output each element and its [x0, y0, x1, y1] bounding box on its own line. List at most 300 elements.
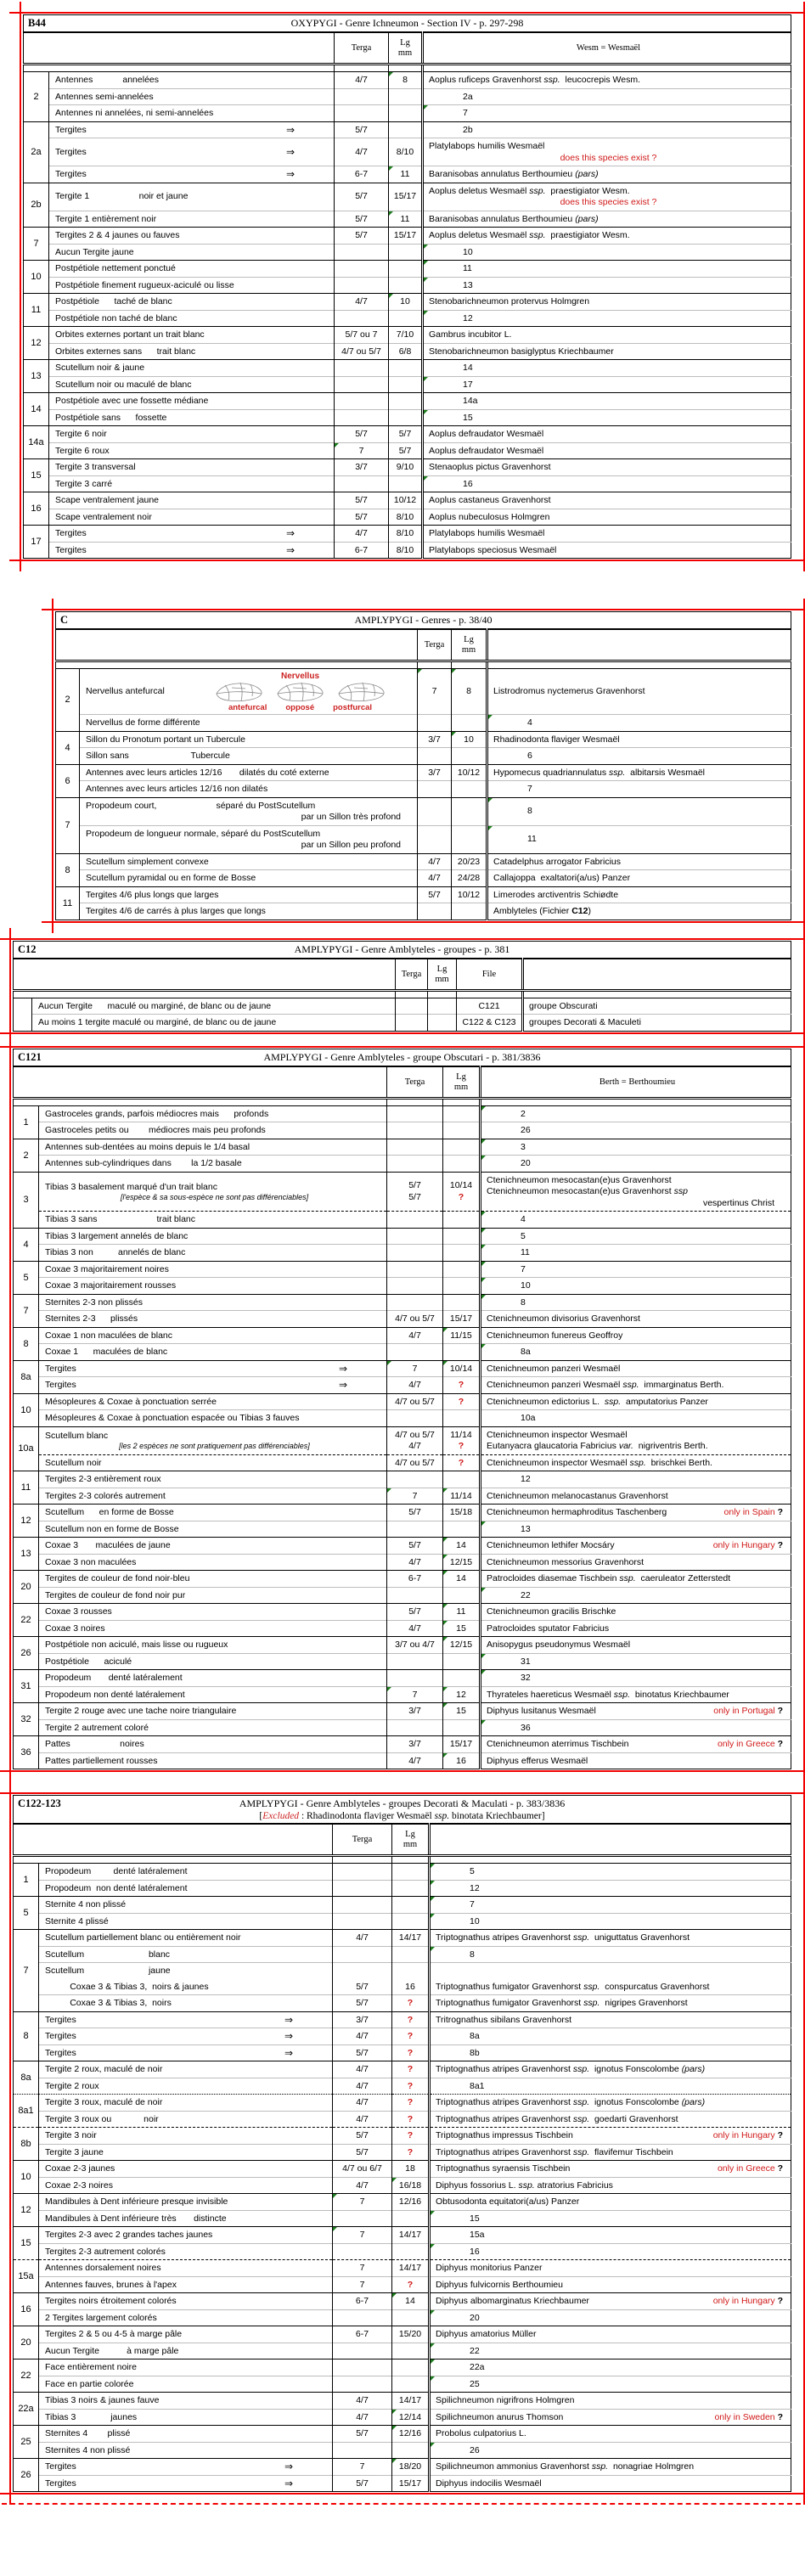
terga-cell — [396, 1015, 428, 1032]
criteria-text: Sternites 2-3 non plissés — [45, 1296, 143, 1308]
key-row — [24, 475, 791, 492]
result-cell: 11 — [481, 1245, 791, 1262]
lg-cell: 8/10 — [389, 526, 423, 543]
species-name: Aoplus castaneus Gravenhorst — [429, 495, 551, 505]
criteria-cell — [39, 2426, 333, 2443]
key-row — [56, 731, 791, 748]
result-cell — [430, 2459, 791, 2476]
spacer-row — [24, 65, 791, 72]
wing-label: opposé — [285, 703, 315, 712]
terga-cell — [418, 797, 452, 825]
criteria-cell — [39, 1228, 387, 1245]
table-code: C121 — [18, 1050, 42, 1063]
result-cell — [481, 1311, 791, 1328]
group-number: 36 — [14, 1736, 39, 1769]
species-name: Aoplus ruficeps Gravenhorst ssp. leucocrepis Wesm. — [429, 75, 641, 85]
criteria-cell — [80, 748, 418, 765]
criteria-text: Antennes semi-annelées — [55, 91, 154, 102]
col-header-lg: Lg mm — [428, 959, 457, 991]
key-row — [56, 764, 791, 781]
result-cell — [430, 2061, 791, 2078]
criteria-cell — [49, 228, 335, 245]
terga-cell: 5/7 — [333, 2426, 392, 2443]
group-number: 5 — [14, 1897, 39, 1930]
key-row — [14, 1521, 791, 1538]
species-name: Amblyteles (Fichier C12) — [493, 906, 591, 916]
result-cell — [423, 294, 791, 311]
criteria-cell — [39, 2128, 333, 2145]
group-number: 8 — [56, 853, 80, 886]
header-row — [14, 1066, 791, 1099]
criteria-cell — [39, 1930, 333, 1947]
criteria-text: Nervellus de forme différente — [86, 717, 200, 728]
criteria-text: Tergites — [55, 124, 87, 135]
key-row — [14, 1228, 791, 1245]
terga-cell — [387, 1410, 443, 1427]
criteria-text: Pattes partiellement rousses — [45, 1755, 158, 1766]
result-cell — [487, 903, 791, 920]
lg-cell: 8 — [452, 669, 487, 715]
criteria-text: Orbites externes portant un trait blanc — [55, 329, 205, 340]
terga-cell — [335, 105, 389, 122]
species-name: Diphyus fossorius L. ssp. atratorius Fabricius — [436, 2179, 613, 2191]
result-cell: 8 — [481, 1294, 791, 1311]
criteria-text: Scape ventralement jaune — [55, 495, 159, 505]
lg-cell: 10 — [452, 731, 487, 748]
criteria-text: Pattes noires — [45, 1739, 144, 1749]
key-row — [14, 1979, 791, 1995]
wing-label: antefurcal — [228, 703, 267, 712]
criteria-cell — [39, 1294, 387, 1311]
species-name: Baranisobas annulatus Berthoumieu (pars) — [429, 213, 599, 224]
key-row — [14, 2177, 791, 2194]
arrow-right-icon: ⇒ — [285, 123, 295, 136]
group-number: 15 — [24, 459, 49, 492]
key-row — [14, 1261, 791, 1278]
criteria-text: Coxae 3 majoritairement rousses — [45, 1280, 177, 1291]
result-cell: 22a — [430, 2359, 791, 2376]
result-cell — [430, 2177, 791, 2194]
lg-cell — [428, 1015, 457, 1032]
criteria-cell — [39, 2475, 333, 2492]
terga-cell — [335, 277, 389, 294]
page-break-line — [0, 1046, 805, 1048]
terga-cell: 5/7 — [335, 228, 389, 245]
result-cell — [430, 2194, 791, 2211]
criteria-text: Tergites — [55, 169, 87, 179]
criteria-text: Tergites — [45, 2478, 76, 2489]
group-number: 4 — [14, 1228, 39, 1261]
result-cell — [423, 228, 791, 245]
terga-cell: 7 — [335, 442, 389, 459]
lg-cell — [392, 2343, 430, 2359]
criteria-text: Tergites — [45, 2047, 76, 2058]
key-row — [14, 2309, 791, 2326]
result-cell: 12 — [481, 1471, 791, 1488]
criteria-cell — [49, 138, 335, 166]
group-number: 5 — [14, 1261, 39, 1294]
criteria-text: Antennes fauves, brunes à l'apex — [45, 2279, 177, 2290]
result-cell — [430, 2326, 791, 2343]
nervellus-figure — [186, 672, 414, 712]
terga-cell: 5/7 — [335, 426, 389, 443]
key-row — [14, 1344, 791, 1361]
terga-cell — [418, 748, 452, 765]
criteria-text: Tergites — [55, 544, 87, 555]
key-row — [14, 1393, 791, 1410]
col-header-right: Berth = Berthoumieu — [481, 1066, 791, 1099]
criteria-cell — [49, 105, 335, 122]
key-row — [14, 2011, 791, 2028]
key-row — [14, 1930, 791, 1947]
key-table — [23, 14, 791, 559]
criteria-cell — [49, 409, 335, 426]
terga-cell: 4/7 ou 5/7 — [387, 1454, 443, 1471]
criteria-text: Coxae 3 majoritairement noires — [45, 1263, 169, 1274]
terga-cell: 5/7 — [335, 183, 389, 211]
criteria-text: Propodeum non denté latéralement — [45, 1689, 185, 1700]
species-name: Ctenichneumon mesocastan(e)us Gravenhorst ssp — [487, 1186, 688, 1196]
key-row — [14, 2343, 791, 2359]
lg-cell: 15/17 — [389, 228, 423, 245]
species-name: Aoplus deletus Wesmaël ssp. praestigiator Wesm. — [429, 230, 630, 240]
lg-cell: 15/18 — [443, 1505, 481, 1521]
terga-cell — [333, 2309, 392, 2326]
key-row — [24, 426, 791, 443]
species-name: Diphyus monitorius Panzer — [436, 2263, 543, 2273]
terga-cell — [335, 360, 389, 377]
result-cell — [487, 764, 791, 781]
lg-cell: 11/15 — [443, 1327, 481, 1344]
key-row — [14, 2111, 791, 2128]
lg-cell: ? — [443, 1393, 481, 1410]
key-row — [14, 2044, 791, 2061]
criteria-text: Propodeum court, séparé du PostScutellum — [86, 800, 316, 811]
criteria-cell — [39, 2227, 333, 2244]
result-cell: 15 — [423, 409, 791, 426]
criteria-cell — [39, 1156, 387, 1173]
criteria-cell — [39, 1471, 387, 1488]
group-number: 7 — [14, 1930, 39, 2012]
arrow-right-icon: ⇒ — [284, 2030, 293, 2043]
arrow-right-icon: ⇒ — [284, 2046, 293, 2059]
terga-cell: 7 — [333, 2194, 392, 2211]
col-header-right — [430, 1824, 791, 1856]
result-cell: 4 — [481, 1212, 791, 1229]
lg-cell: 11 — [389, 211, 423, 228]
terga-cell: 6-7 — [335, 542, 389, 559]
result-cell — [430, 2475, 791, 2492]
lg-cell — [389, 310, 423, 327]
species-name: Aoplus defraudator Wesmaël — [429, 445, 544, 456]
group-number: 6 — [56, 764, 80, 797]
distribution-note: only in Hungary ? — [712, 1540, 783, 1550]
result-cell: 8a1 — [430, 2078, 791, 2095]
key-row — [14, 1864, 791, 1881]
result-cell — [430, 1995, 791, 2012]
criteria-cell — [39, 1278, 387, 1295]
key-row — [56, 886, 791, 903]
lg-cell — [443, 1521, 481, 1538]
key-row — [24, 183, 791, 211]
criteria-text: Scutellum partiellement blanc ou entièrement noir — [45, 1932, 241, 1943]
criteria-text: Tergite 6 roux — [55, 445, 110, 456]
species-name: only in Hungary ? Triptognathus impressus Tischbein — [436, 2130, 788, 2142]
lg-cell — [389, 475, 423, 492]
species-name: Triptognathus atripes Gravenhorst ssp. ignotus Fonscolombe (pars) — [436, 2097, 706, 2107]
lg-cell: 20/23 — [452, 853, 487, 870]
file-cell: C122 & C123 — [457, 1015, 523, 1032]
terga-cell: 5/7 — [387, 1538, 443, 1555]
lg-cell — [443, 1410, 481, 1427]
lg-cell — [392, 2359, 430, 2376]
key-row — [14, 2393, 791, 2410]
lg-cell — [428, 998, 457, 1015]
criteria-cell — [39, 1410, 387, 1427]
lg-cell: ? — [392, 2128, 430, 2145]
lg-cell: 16/18 — [392, 2177, 430, 2194]
result-cell — [423, 509, 791, 526]
key-row — [14, 1015, 791, 1032]
terga-cell: 5/7 — [387, 1505, 443, 1521]
criteria-cell — [39, 2177, 333, 2194]
lg-cell: ? — [443, 1377, 481, 1394]
criteria-text: Tergite 3 roux, maculé de noir — [45, 2097, 163, 2107]
lg-cell — [389, 393, 423, 410]
terga-cell — [387, 1719, 443, 1736]
species-name: Aoplus nubeculosus Holmgren — [429, 511, 550, 522]
criteria-cell — [49, 426, 335, 443]
result-cell: 32 — [481, 1670, 791, 1687]
criteria-text: Tergites — [55, 146, 87, 157]
result-cell: 7 — [430, 1897, 791, 1914]
criteria-text: Orbites externes sans trait blanc — [55, 346, 196, 357]
result-cell — [430, 1963, 791, 1979]
key-row — [14, 1653, 791, 1670]
result-cell — [423, 183, 791, 211]
terga-cell: 3/7 — [387, 1736, 443, 1753]
lg-cell: 16 — [443, 1752, 481, 1769]
group-number: 13 — [14, 1538, 39, 1571]
key-row — [56, 870, 791, 887]
table-title: OXYPYGI - Genre Ichneumon - Section IV - p. 297-298 — [290, 17, 524, 29]
species-name: groupes Decorati & Maculeti — [529, 1017, 641, 1027]
criteria-cell — [39, 1963, 333, 1979]
criteria-text: Aucun Tergite à marge pâle — [45, 2345, 179, 2356]
lg-cell: ? — [392, 2078, 430, 2095]
criteria-text: Tergite 2 roux, maculé de noir — [45, 2064, 163, 2074]
lg-cell: 5/7 — [389, 442, 423, 459]
table-code: C12 — [18, 942, 37, 955]
criteria-cell — [39, 1637, 387, 1654]
species-name: Diphyus amatorius Müller — [436, 2329, 537, 2339]
key-row — [24, 244, 791, 261]
result-cell: 12 — [430, 1880, 791, 1897]
col-header-right: Wesm = Wesmaël — [423, 32, 791, 65]
lg-cell: 14 — [443, 1571, 481, 1588]
criteria-text: Tergites noirs étroitement colorés — [45, 2296, 177, 2306]
criteria-cell — [80, 853, 418, 870]
result-cell — [430, 2260, 791, 2277]
wing-label: postfurcal — [333, 703, 373, 712]
group-number: 32 — [14, 1703, 39, 1736]
criteria-text: Tergites 2-3 avec 2 grandes taches jaunes — [45, 2230, 213, 2240]
criteria-text: Tergite 3 carré — [55, 478, 113, 489]
species-name: only in Spain ? Ctenichneumon hermaphroditus Taschenberg — [487, 1507, 788, 1519]
lg-cell: ? — [443, 1454, 481, 1471]
criteria-text: Tergites — [45, 2014, 76, 2025]
species-name: Hypomecus quadriannulatus ssp. albitarsis Wesmaël — [493, 767, 706, 778]
key-row — [24, 310, 791, 327]
criteria-text: Scutellum jaune — [45, 1966, 171, 1976]
species-name: groupe Obscurati — [529, 1000, 598, 1011]
criteria-cell — [80, 764, 418, 781]
key-row — [14, 1571, 791, 1588]
criteria-text: Postpétiole nettement ponctué — [55, 263, 176, 273]
result-cell — [487, 886, 791, 903]
terga-cell: 6-7 — [333, 2293, 392, 2310]
criteria-cell — [49, 475, 335, 492]
group-number: 13 — [24, 360, 49, 393]
lg-cell: 11/14 — [443, 1488, 481, 1505]
criteria-cell — [39, 1604, 387, 1621]
species-name: Spilichneumon ammonius Gravenhorst ssp. nonagriae Holmgren — [436, 2461, 695, 2472]
species-name: Stenobarichneumon protervus Holmgren — [429, 296, 590, 307]
lg-cell — [443, 1156, 481, 1173]
result-cell: 25 — [430, 2376, 791, 2393]
criteria-text: Tergite 6 noir — [55, 429, 107, 439]
result-cell: 12 — [423, 310, 791, 327]
key-row — [24, 459, 791, 476]
page-break-line — [0, 938, 805, 940]
criteria-cell — [39, 1139, 387, 1156]
terga-cell: 4/7 — [387, 1377, 443, 1394]
criteria-cell — [39, 1620, 387, 1637]
terga-cell: 5/7 — [333, 2044, 392, 2061]
key-row — [14, 1620, 791, 1637]
terga-cell — [418, 903, 452, 920]
result-cell: 3 — [481, 1139, 791, 1156]
criteria-cell — [39, 1212, 387, 1229]
criteria-cell — [39, 2326, 333, 2343]
criteria-text: Scutellum blanc — [45, 1430, 109, 1441]
criteria-text: Antennes annelées — [55, 75, 159, 85]
result-cell — [423, 211, 791, 228]
group-number: 22a — [14, 2393, 39, 2426]
criteria-cell — [39, 1245, 387, 1262]
terga-cell — [335, 475, 389, 492]
page-break-line — [9, 560, 805, 561]
wing-icon — [276, 681, 325, 703]
group-number: 20 — [14, 2326, 39, 2359]
key-row — [14, 1311, 791, 1328]
terga-cell: 5/7 — [333, 2128, 392, 2145]
criteria-text: Tibias 3 sans trait blanc — [45, 1214, 196, 1224]
terga-cell: 4/7 — [333, 1930, 392, 1947]
lg-cell — [389, 88, 423, 105]
criteria-text: Scape ventralement noir — [55, 511, 152, 522]
lg-cell — [392, 2376, 430, 2393]
result-cell — [423, 542, 791, 559]
key-row — [14, 2243, 791, 2260]
lg-cell — [392, 1864, 430, 1881]
criteria-cell — [39, 1880, 333, 1897]
result-cell — [423, 526, 791, 543]
group-number: 7 — [24, 228, 49, 261]
result-cell: 31 — [481, 1653, 791, 1670]
result-cell: 16 — [430, 2243, 791, 2260]
key-row — [14, 1587, 791, 1604]
result-cell — [523, 1015, 791, 1032]
terga-cell: 5/7 — [418, 886, 452, 903]
result-cell — [481, 1393, 791, 1410]
criteria-cell — [39, 1653, 387, 1670]
criteria-text: Tibias 3 largement annelés de blanc — [45, 1230, 189, 1241]
criteria-cell — [39, 2028, 333, 2045]
key-row — [24, 294, 791, 311]
result-cell — [481, 1377, 791, 1394]
terga-cell: 5/7 ou 7 — [335, 327, 389, 344]
criteria-cell — [39, 1327, 387, 1344]
distribution-note: only in Hungary ? — [712, 2296, 783, 2306]
criteria-cell — [39, 1505, 387, 1521]
criteria-cell — [80, 797, 418, 825]
criteria-cell — [39, 2343, 333, 2359]
criteria-text: Tergites — [45, 1363, 76, 1374]
group-number: 1 — [14, 1864, 39, 1897]
species-name: Rhadinodonta flaviger Wesmaël — [493, 734, 620, 745]
key-row — [24, 211, 791, 228]
criteria-cell — [39, 1311, 387, 1328]
group-number: 25 — [14, 2426, 39, 2459]
lg-cell: 15 — [443, 1620, 481, 1637]
col-header-lg: Lg mm — [389, 32, 423, 65]
criteria-text: Tergite 2 roux — [45, 2080, 99, 2091]
terga-cell: 3/7 — [333, 2011, 392, 2028]
key-row — [14, 1122, 791, 1139]
species-name: Patrocloides sputator Fabricius — [487, 1623, 610, 1634]
species-name: only in Greece ? Ctenichneumon aterrimus Tischbein — [487, 1739, 788, 1751]
terga-cell: 5/7 — [335, 121, 389, 138]
species-name: Triptognathus atripes Gravenhorst ssp. flavifemur Tischbein — [436, 2146, 673, 2157]
key-row — [14, 2095, 791, 2112]
result-cell — [430, 2111, 791, 2128]
lg-cell — [443, 1294, 481, 1311]
criteria-cell — [49, 343, 335, 360]
key-row — [56, 715, 791, 732]
result-cell: 15a — [430, 2227, 791, 2244]
species-name: Triptognathus fumigator Gravenhorst ssp. conspurcatus Gravenhorst — [436, 1981, 710, 1992]
lg-cell — [452, 748, 487, 765]
group-number: 11 — [56, 886, 80, 920]
page-break-line — [0, 1770, 805, 1772]
lg-cell — [392, 2210, 430, 2227]
result-cell — [481, 1454, 791, 1471]
criteria-cell — [39, 2210, 333, 2227]
terga-cell — [387, 1139, 443, 1156]
criteria-text: Coxae 3 noires — [45, 1623, 105, 1634]
lg-cell: 12/15 — [443, 1637, 481, 1654]
criteria-cell — [49, 542, 335, 559]
group-number: 12 — [14, 1505, 39, 1538]
lg-cell: 15/17 — [392, 2475, 430, 2492]
criteria-text: Tibias 3 noirs & jaunes fauve — [45, 2395, 160, 2405]
terga-cell — [387, 1471, 443, 1488]
key-row — [24, 442, 791, 459]
criteria-text: Postpétiole aciculé — [45, 1656, 132, 1667]
sheet-C122-123 — [9, 1792, 805, 2494]
criteria-text: Gastroceles petits ou médiocres mais peu profonds — [45, 1125, 266, 1135]
